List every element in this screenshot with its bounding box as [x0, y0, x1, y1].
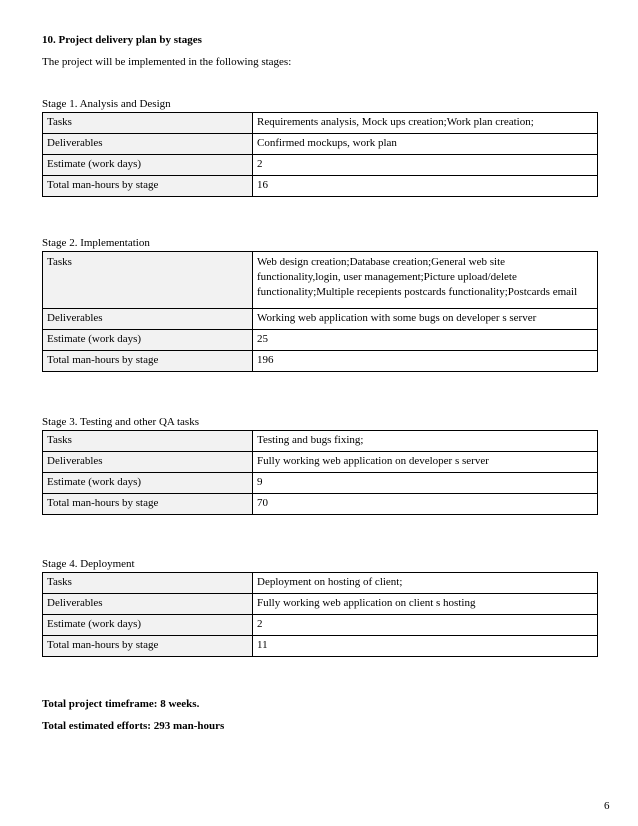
row-value: 70	[253, 494, 598, 515]
row-label: Estimate (work days)	[43, 330, 253, 351]
row-value: 196	[253, 351, 598, 372]
row-value: Fully working web application on developer s server	[253, 452, 598, 473]
row-value: 2	[253, 155, 598, 176]
row-value-line: functionality;Multiple recepients postcards functionality;Postcards email	[257, 286, 578, 298]
stage-title: Stage 1. Analysis and Design	[42, 98, 171, 110]
row-label: Estimate (work days)	[43, 615, 253, 636]
row-value-line: Web design creation;Database creation;General web site	[257, 256, 506, 268]
row-value-line: functionality,login, user management;Picture upload/delete	[257, 271, 517, 283]
table-row	[43, 155, 598, 176]
row-label: Total man-hours by stage	[43, 636, 253, 657]
stage-title: Stage 3. Testing and other QA tasks	[42, 416, 199, 428]
stage-table	[42, 251, 598, 372]
total-efforts: Total estimated efforts: 293 man-hours	[42, 720, 225, 732]
row-value: Requirements analysis, Mock ups creation;Work plan creation;	[253, 113, 598, 134]
table-row	[43, 573, 598, 594]
table-row	[43, 473, 598, 494]
table-row	[43, 134, 598, 155]
section-heading: 10. Project delivery plan by stages	[42, 34, 202, 46]
table-row	[43, 176, 598, 197]
table-row	[43, 452, 598, 473]
stage-4	[42, 556, 598, 657]
table-row	[43, 113, 598, 134]
page-number: 6	[604, 800, 610, 812]
table-row	[43, 351, 598, 372]
stage-2	[42, 235, 598, 372]
stage-table	[42, 430, 598, 515]
row-label: Deliverables	[43, 134, 253, 155]
table-row	[43, 594, 598, 615]
row-label: Total man-hours by stage	[43, 176, 253, 197]
intro-text: The project will be implemented in the following stages:	[42, 56, 292, 68]
row-value: Confirmed mockups, work plan	[253, 134, 598, 155]
row-value: 9	[253, 473, 598, 494]
row-value: Fully working web application on client s hosting	[253, 594, 598, 615]
row-value: 11	[253, 636, 598, 657]
row-value: Working web application with some bugs on developer s server	[253, 309, 598, 330]
stage-3	[42, 414, 598, 515]
row-label: Total man-hours by stage	[43, 494, 253, 515]
table-row	[43, 636, 598, 657]
row-label: Tasks	[43, 113, 253, 134]
table-row	[43, 431, 598, 452]
row-label: Tasks	[43, 252, 253, 309]
row-value: 16	[253, 176, 598, 197]
total-timeframe: Total project timeframe: 8 weeks.	[42, 698, 200, 710]
table-row	[43, 309, 598, 330]
stage-table	[42, 572, 598, 657]
row-label: Tasks	[43, 573, 253, 594]
row-label: Deliverables	[43, 594, 253, 615]
row-label: Total man-hours by stage	[43, 351, 253, 372]
row-label: Estimate (work days)	[43, 473, 253, 494]
row-value: 2	[253, 615, 598, 636]
row-label: Deliverables	[43, 452, 253, 473]
row-label: Tasks	[43, 431, 253, 452]
row-value: Deployment on hosting of client;	[253, 573, 598, 594]
table-row	[43, 252, 598, 309]
row-label: Estimate (work days)	[43, 155, 253, 176]
table-row	[43, 615, 598, 636]
row-value	[253, 252, 598, 309]
row-label: Deliverables	[43, 309, 253, 330]
stage-title: Stage 4. Deployment	[42, 558, 135, 570]
stage-table	[42, 112, 598, 197]
row-value: Testing and bugs fixing;	[253, 431, 598, 452]
stage-1	[42, 96, 598, 197]
stage-title: Stage 2. Implementation	[42, 237, 150, 249]
table-row	[43, 330, 598, 351]
table-row	[43, 494, 598, 515]
row-value: 25	[253, 330, 598, 351]
